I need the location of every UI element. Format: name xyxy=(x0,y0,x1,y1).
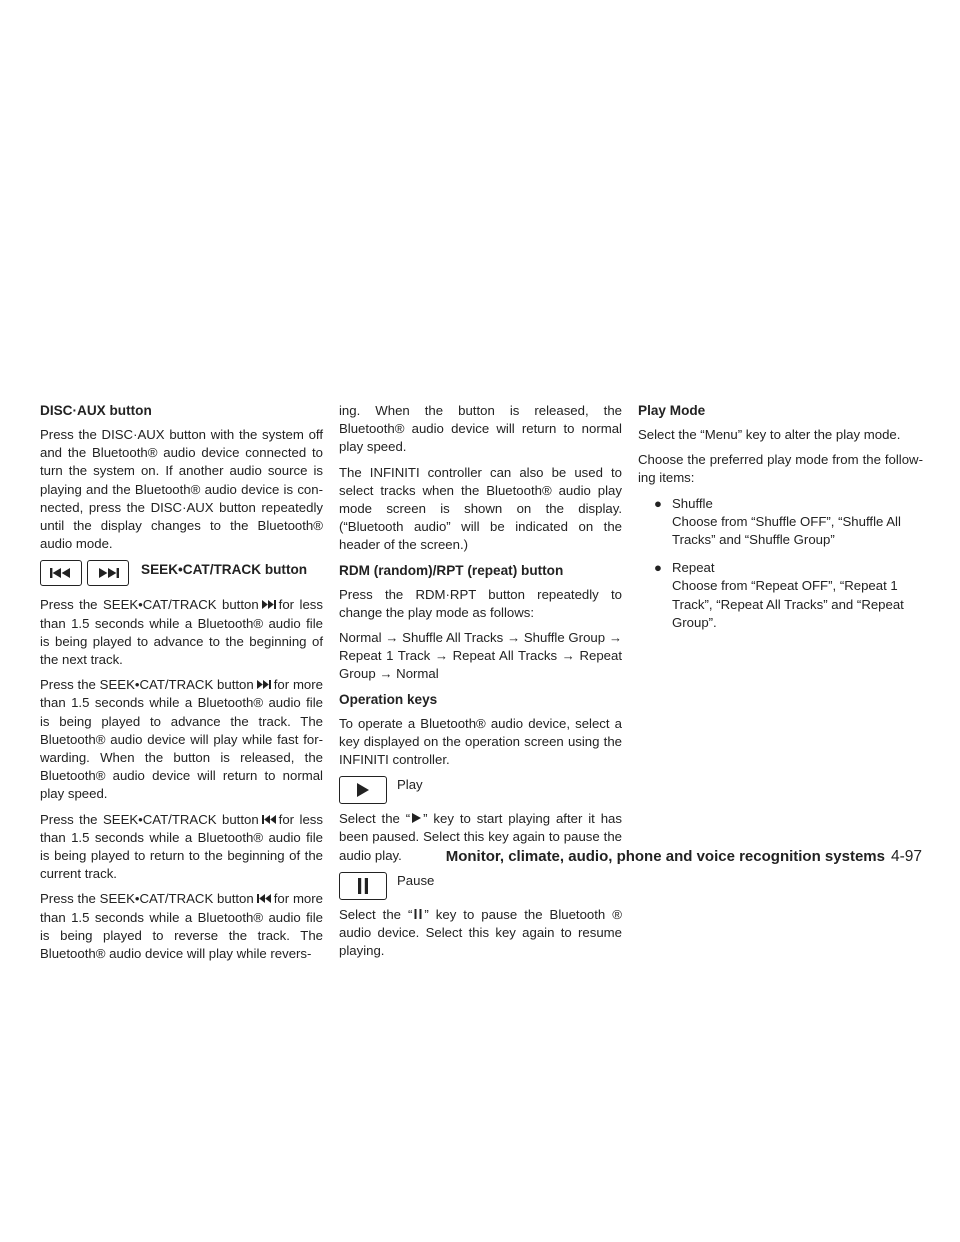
pause-key-label: Pause xyxy=(397,872,435,888)
paragraph-seek-forward-long: Press the SEEK•CAT/TRACK button for more than 1.5 seconds while a Bluetooth® audio file is being played to advance the track. The Bluetooth® audio device will play while fast forwarding. When the button is released, the Bluetooth® audio device will return to normal play speed. xyxy=(40,677,323,802)
heading-play-mode: Play Mode xyxy=(638,403,706,418)
heading-rdm-rpt: RDM (random)/RPT (repeat) button xyxy=(339,562,564,578)
heading-disc-aux: DISC·AUX button xyxy=(40,403,152,418)
seek-buttons-figure xyxy=(40,560,323,586)
list-item-title: Shuffle xyxy=(672,495,713,511)
seek-forward-button-figure xyxy=(87,560,129,586)
list-item-title: Repeat xyxy=(672,560,715,576)
skip-forward-icon xyxy=(96,567,120,579)
play-key-figure xyxy=(339,776,622,804)
paragraph-seek-forward-short: Press the SEEK•CAT/TRACK button for less than 1.5 seconds while a Bluetooth® audio file is being played to advance to the beginning of the next track. xyxy=(40,597,323,668)
list-item xyxy=(638,495,923,550)
footer-section-title: Monitor, climate, audio, phone and voice recognition systems xyxy=(445,848,885,865)
play-key-label: Play xyxy=(397,777,423,793)
page-number: 4-97 xyxy=(890,848,922,865)
paragraph-infiniti-controller: The INFINITI controller can also be used to select tracks when the Bluetooth® audio play mode screen is shown on the display. (“Bluetooth audio” will be indicated on the header of the screen.) xyxy=(339,464,622,553)
paragraph-play-key: Select the “ ” key to start playing after it has been paused. Select this key again to pause the audio play. xyxy=(339,811,622,863)
paragraph-play-mode-sequence: Normal → Shuffle All Tracks → Shuffle Group → Repeat 1 Track → Repeat All Tracks → Repeat Group → Normal xyxy=(339,630,622,682)
list-item-desc: Choose from “Shuffle OFF”, “Shuffle All Tracks” and “Shuffle Group” xyxy=(672,513,901,548)
paragraph-seek-back-long: Press the SEEK•CAT/TRACK button for more than 1.5 seconds while a Bluetooth® audio file is being played to reverse the track. The Bluetooth® audio device will play while revers- xyxy=(40,891,323,962)
page-footer xyxy=(446,848,922,866)
pause-icon xyxy=(414,909,422,919)
skip-back-icon xyxy=(49,567,73,579)
play-key-box xyxy=(339,776,387,804)
column-1 xyxy=(40,402,323,970)
bullet-icon: ● xyxy=(654,560,662,576)
list-item xyxy=(638,559,923,632)
list-item-desc: Choose from “Repeat OFF”, “Repeat 1 Track”, “Repeat All Tracks” and “Repeat Group”. xyxy=(672,578,904,630)
paragraph-choose-mode: Choose the preferred play mode from the following items: xyxy=(638,452,923,486)
paragraph-pause-key: Select the “ ” key to pause the Bluetooth ® audio device. Select this key again to resume playing. xyxy=(339,906,622,959)
paragraph-seek-back-short: Press the SEEK•CAT/TRACK button for less than 1.5 seconds while a Bluetooth® audio file is being played to return to the beginning of the current track. xyxy=(40,811,323,882)
pause-key-box xyxy=(339,872,387,900)
skip-back-icon xyxy=(256,894,272,903)
bullet-icon: ● xyxy=(654,495,662,511)
pause-key-figure xyxy=(339,872,622,900)
pause-icon xyxy=(357,878,369,894)
column-2 xyxy=(339,402,622,967)
paragraph-menu-key: Select the “Menu” key to alter the play mode. xyxy=(638,427,901,442)
play-icon xyxy=(356,783,370,797)
paragraph-rdm-rpt: Press the RDM·RPT button repeatedly to change the play mode as follows: xyxy=(339,586,622,620)
paragraph-continued: ing. When the button is released, the Bluetooth® audio device will return to normal play speed. xyxy=(339,403,622,455)
paragraph-operation-keys: To operate a Bluetooth® audio device, select a key displayed on the operation screen using the INFINITI controller. xyxy=(339,715,622,768)
play-mode-list xyxy=(638,495,923,632)
seek-button-label: SEEK•CAT/TRACK button xyxy=(141,561,308,577)
column-3 xyxy=(638,402,923,642)
paragraph-disc-aux: Press the DISC·AUX button with the system off and the Bluetooth® audio device connected to turn the system on. If another audio source is playing and the Bluetooth® audio device is connected, press the DISC·AUX button repeatedly until the display changes to the Bluetooth® audio mode. xyxy=(40,427,323,552)
heading-operation-keys: Operation keys xyxy=(339,691,438,707)
seek-back-button-figure xyxy=(40,560,82,586)
skip-back-icon xyxy=(261,815,277,824)
skip-forward-icon xyxy=(256,680,272,689)
skip-forward-icon xyxy=(261,600,277,609)
play-icon xyxy=(412,813,421,823)
